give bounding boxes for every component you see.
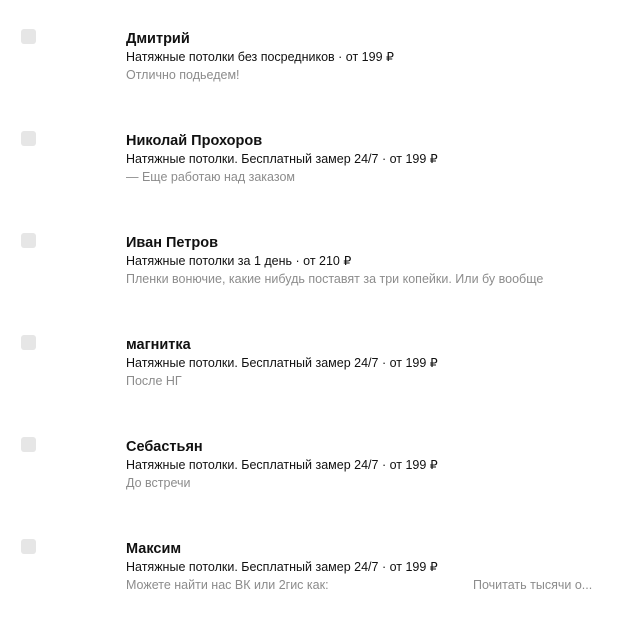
chat-item[interactable]: [0, 536, 631, 626]
listing-title: Натяжные потолки. Бесплатный замер 24/7 · от 199 ₽: [126, 458, 438, 472]
message-preview: [126, 576, 616, 594]
contact-name: Иван Петров: [126, 235, 219, 251]
listing-title: Натяжные потолки. Бесплатный замер 24/7 · от 199 ₽: [126, 560, 438, 574]
message-preview: [126, 270, 616, 288]
message-preview: [126, 168, 616, 186]
message-preview: [126, 372, 616, 390]
message-preview-text: Можете найти нас ВК или 2гис как:: [126, 578, 329, 592]
contact-name: магнитка: [126, 337, 191, 353]
select-checkbox[interactable]: [21, 131, 36, 146]
chat-item-content: [126, 234, 616, 288]
select-checkbox[interactable]: [21, 335, 36, 350]
select-checkbox[interactable]: [21, 233, 36, 248]
chat-item-content: [126, 30, 616, 84]
listing-title: Натяжные потолки без посредников · от 199 ₽: [126, 50, 394, 64]
listing-title: Натяжные потолки за 1 день · от 210 ₽: [126, 254, 352, 268]
chat-item-content: [126, 336, 616, 390]
message-preview: [126, 474, 616, 492]
message-preview-text: После НГ: [126, 374, 182, 388]
chat-item-content: [126, 132, 616, 186]
contact-name: Дмитрий: [126, 31, 190, 47]
message-preview: [126, 66, 616, 84]
listing-title: Натяжные потолки. Бесплатный замер 24/7 · от 199 ₽: [126, 152, 438, 166]
message-preview-text: Пленки вонючие, какие нибудь поставят за три копейки. Или бу вообще: [126, 272, 544, 286]
listing-title: Натяжные потолки. Бесплатный замер 24/7 · от 199 ₽: [126, 356, 438, 370]
message-preview-text: До встречи: [126, 476, 191, 490]
chat-item-content: [126, 438, 616, 492]
select-checkbox[interactable]: [21, 437, 36, 452]
contact-name: Максим: [126, 541, 182, 557]
contact-name: Николай Прохоров: [126, 133, 263, 149]
message-preview-extra: Почитать тысячи о...: [473, 578, 593, 592]
chat-item[interactable]: [0, 230, 631, 320]
chat-item[interactable]: [0, 434, 631, 524]
select-checkbox[interactable]: [21, 29, 36, 44]
message-preview-text: — Еще работаю над заказом: [126, 170, 296, 184]
chat-item[interactable]: [0, 26, 631, 116]
message-preview-text: Отлично подьедем!: [126, 68, 240, 82]
chat-item[interactable]: [0, 332, 631, 422]
select-checkbox[interactable]: [21, 539, 36, 554]
chat-item[interactable]: [0, 128, 631, 218]
chat-item-content: [126, 540, 616, 594]
contact-name: Себастьян: [126, 439, 203, 455]
